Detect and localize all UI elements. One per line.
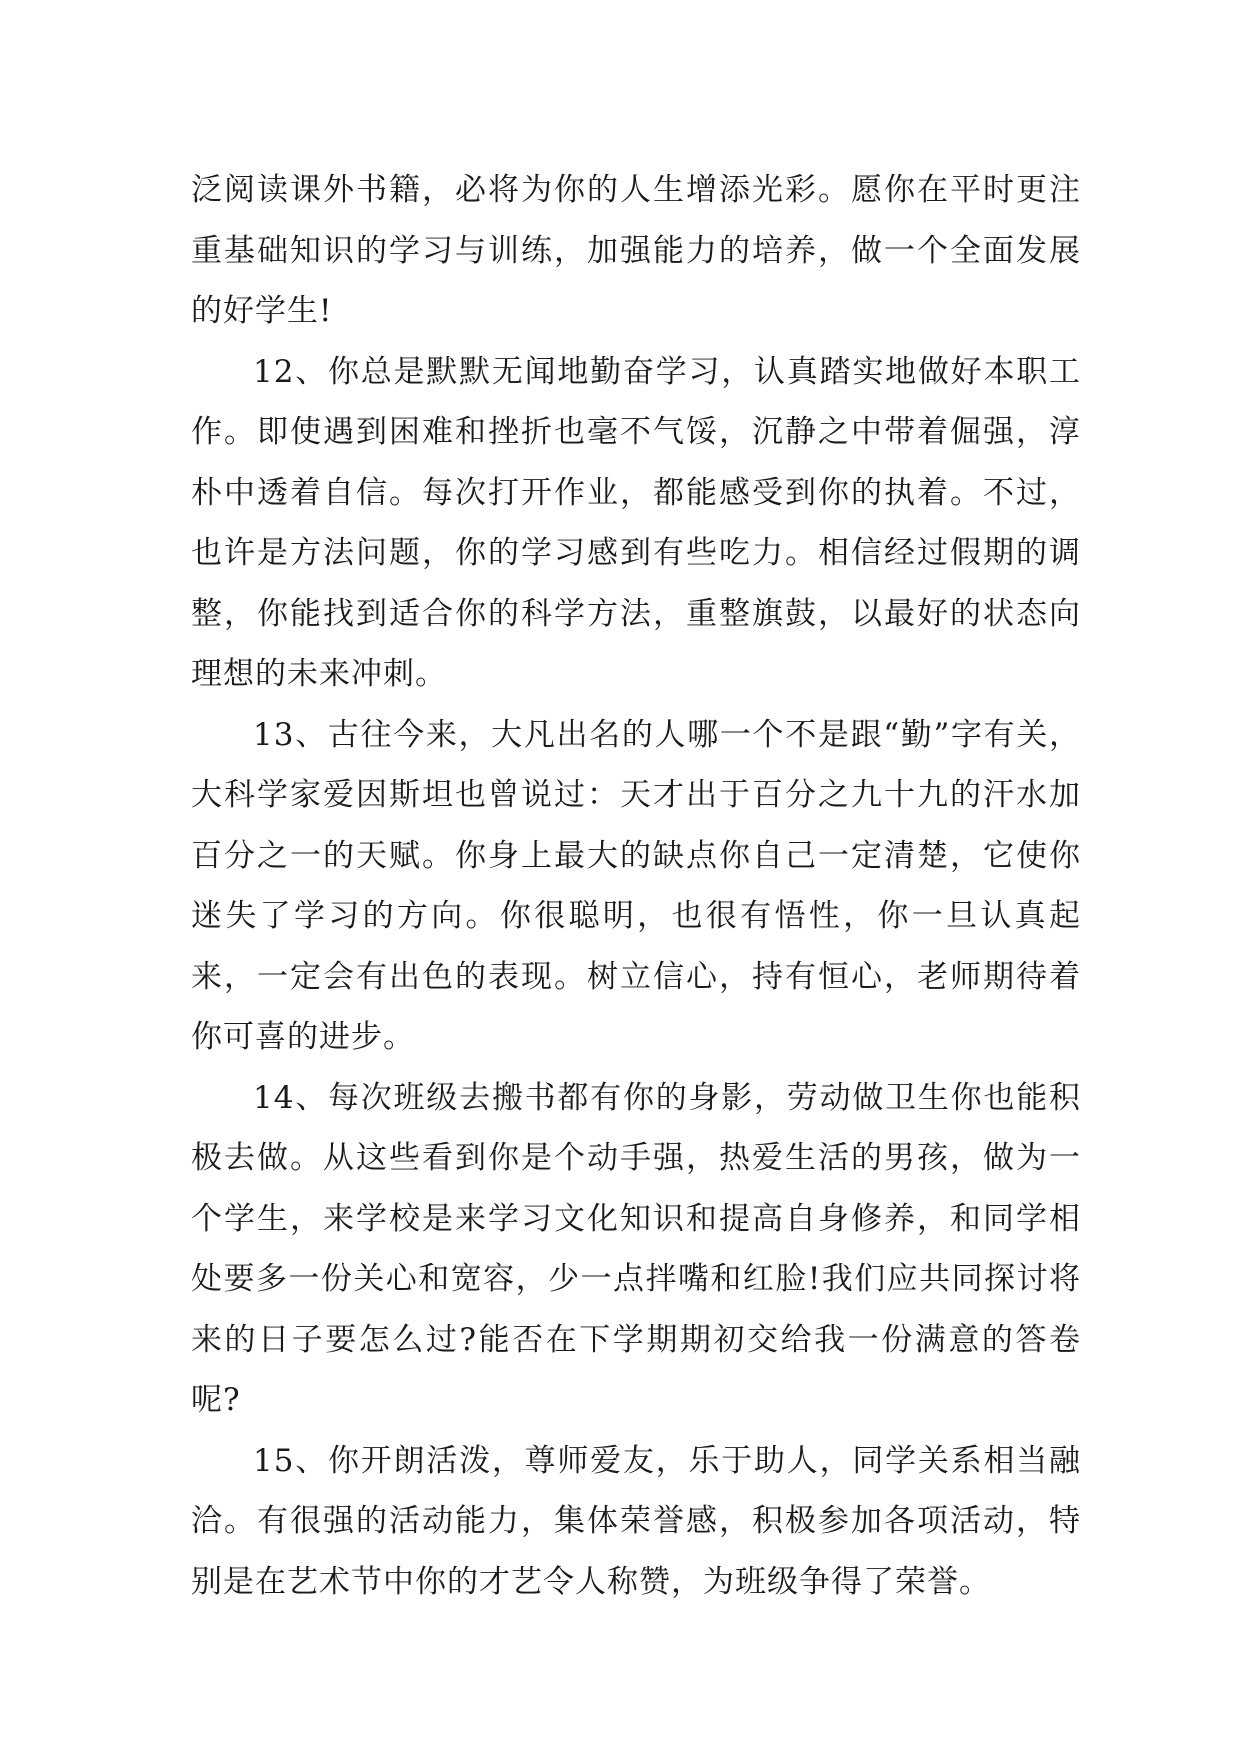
paragraph-comment-14: 14、每次班级去搬书都有你的身影，劳动做卫生你也能积极去做。从这些看到你是个动手强，热爱生活的男孩，做为一个学生，来学校是来学习文化知识和提高自身修养，和同学相处要多一份关心和宽容，少一点拌嘴和红脸!我们应共同探讨将来的日子要怎么过?能否在下学期期初交给我一份满意的答卷呢? xyxy=(191,1079,1081,1418)
paragraph-comment-12: 12、你总是默默无闻地勤奋学习，认真踏实地做好本职工作。即使遇到困难和挫折也毫不气馁，沉静之中带着倔强，淳朴中透着自信。每次打开作业，都能感受到你的执着。不过，也许是方法问题，你的学习感到有些吃力。相信经过假期的调整，你能找到适合你的科学方法，重整旗鼓，以最好的状态向理想的未来冲刺。 xyxy=(191,353,1081,692)
paragraph-comment-15: 15、你开朗活泼，尊师爱友，乐于助人，同学关系相当融洽。有很强的活动能力，集体荣誉感，积极参加各项活动，特别是在艺术节中你的才艺令人称赞，为班级争得了荣誉。 xyxy=(191,1442,1081,1600)
paragraph-continuation: 泛阅读课外书籍，必将为你的人生增添光彩。愿你在平时更注重基础知识的学习与训练，加强能力的培养，做一个全面发展的好学生! xyxy=(191,172,1081,329)
document-body xyxy=(191,160,1081,1612)
paragraph-comment-13: 13、古往今来，大凡出名的人哪一个不是跟“勤”字有关，大科学家爱因斯坦也曾说过：天才出于百分之九十九的汗水加百分之一的天赋。你身上最大的缺点你自己一定清楚，它使你迷失了学习的方向。你很聪明，也很有悟性，你一旦认真起来，一定会有出色的表现。树立信心，持有恒心，老师期待着你可喜的进步。 xyxy=(191,716,1081,1055)
